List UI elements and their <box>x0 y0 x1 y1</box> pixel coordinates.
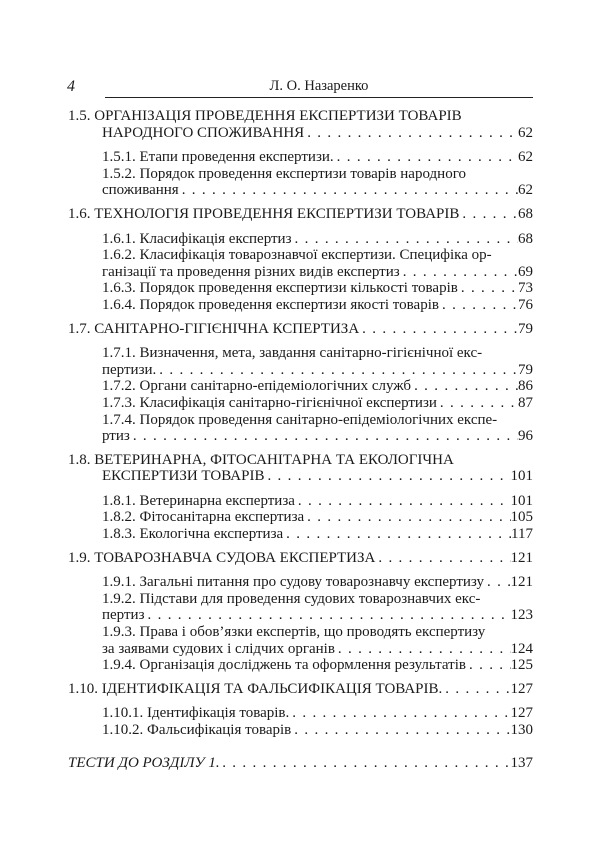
dot-leader <box>156 362 518 379</box>
toc-entry-line <box>68 125 533 142</box>
toc-subsections <box>68 231 533 314</box>
toc-entry-line <box>68 657 533 674</box>
toc-entry-line <box>68 452 533 469</box>
toc-subsection[interactable] <box>68 509 533 526</box>
section-title: НАРОДНОГО СПОЖИВАННЯ <box>102 124 305 141</box>
toc-subsection[interactable] <box>68 345 533 378</box>
subsection-number: 1.6.1. <box>102 230 136 247</box>
subsection-title: Класифікація експертиз <box>139 230 292 247</box>
dot-leader <box>291 722 510 739</box>
page-ref: 130 <box>510 722 533 738</box>
subsection-title: Фітосанітарна експертиза <box>139 509 305 526</box>
page-ref: 121 <box>510 574 533 591</box>
subsection-title: Порядок проведення експертизи товарів народного <box>139 165 466 182</box>
dot-leader <box>130 428 518 445</box>
page-ref: 123 <box>510 607 533 624</box>
toc-entry-line <box>68 624 533 641</box>
subsection-number: 1.6.3. <box>102 280 136 297</box>
table-of-contents <box>68 108 533 771</box>
toc-entry-line <box>68 428 533 445</box>
subsection-title: за заявами судових і слідчих органів <box>102 640 335 657</box>
toc-entry-line <box>68 705 533 722</box>
section-number: 1.5. <box>68 108 91 124</box>
toc-section[interactable] <box>68 452 533 543</box>
page-ref: 121 <box>510 549 533 566</box>
toc-subsection[interactable] <box>68 574 533 591</box>
subsection-number: 1.8.3. <box>102 526 136 543</box>
dot-leader <box>283 526 511 543</box>
section-title: ВЕТЕРИНАРНА, ФІТОСАНІТАРНА ТА ЕКОЛОГІЧНА <box>94 451 454 468</box>
page-ref: 73 <box>518 280 533 297</box>
toc-entry-line <box>68 182 533 199</box>
toc-entry-line <box>68 526 533 543</box>
toc-entry-line <box>68 231 533 248</box>
toc-entry-line <box>68 321 533 338</box>
toc-subsection[interactable] <box>68 378 533 395</box>
section-number: 1.6. <box>68 205 91 222</box>
toc-subsection[interactable] <box>68 395 533 412</box>
subsection-number: 1.6.2. <box>102 247 136 264</box>
toc-subsection[interactable] <box>68 624 533 657</box>
section-number: 1.9. <box>68 549 91 566</box>
toc-entry-line <box>68 468 533 485</box>
toc-entry-line <box>68 297 533 314</box>
page-ref: 68 <box>518 230 533 247</box>
subsection-title: Ветеринарна експертиза <box>139 492 295 509</box>
toc-entry-line <box>68 108 533 125</box>
toc-entry-line <box>68 206 533 223</box>
subsection-title: Фальсифікація товарів <box>147 722 292 738</box>
toc-section[interactable] <box>68 108 533 199</box>
toc-entry-line <box>68 264 533 281</box>
toc-entry-line <box>68 755 533 772</box>
dot-leader <box>442 681 510 698</box>
toc-entry-line <box>68 681 533 698</box>
subsection-title: Порядок проведення експертизи кількості товарів <box>139 280 458 297</box>
dot-leader <box>437 395 518 412</box>
toc-entry-line <box>68 247 533 264</box>
page-ref: 105 <box>510 509 533 526</box>
dot-leader <box>334 149 518 166</box>
subsection-number: 1.8.1. <box>102 492 136 509</box>
dot-leader <box>145 607 511 624</box>
subsection-number: 1.5.1. <box>102 149 136 166</box>
page-ref: 76 <box>518 296 533 313</box>
page-ref: 124 <box>510 640 533 657</box>
toc-entry-line <box>68 395 533 412</box>
dot-leader <box>292 231 518 248</box>
subsection-title: споживання <box>102 182 179 199</box>
toc-subsections <box>68 574 533 674</box>
section-title: ЕКСПЕРТИЗИ ТОВАРІВ <box>102 468 265 485</box>
subsection-title: Права і обов’язки експертів, що проводять експертизу <box>139 624 486 641</box>
dot-leader <box>304 509 510 526</box>
subsection-title: ганізації та проведення різних видів експертиз <box>102 263 400 280</box>
dot-leader <box>400 264 518 281</box>
dot-leader <box>359 321 518 338</box>
page-ref: 86 <box>518 378 533 395</box>
dot-leader <box>375 550 510 567</box>
dot-leader <box>295 493 511 510</box>
toc-entry-line <box>68 166 533 183</box>
page-ref: 101 <box>510 468 533 485</box>
section-title: ОРГАНІЗАЦІЯ ПРОВЕДЕННЯ ЕКСПЕРТИЗИ ТОВАРІВ <box>94 108 462 124</box>
subsection-number: 1.5.2. <box>102 165 136 182</box>
toc-subsection[interactable] <box>68 297 533 314</box>
toc-entry-line <box>68 280 533 297</box>
page-ref: 79 <box>518 361 533 378</box>
toc-entry-line <box>68 591 533 608</box>
subsection-number: 1.10.1. <box>102 705 144 722</box>
toc-entry-line <box>68 509 533 526</box>
toc-entry-line <box>68 574 533 591</box>
dot-leader <box>220 755 511 772</box>
page-ref: 62 <box>518 124 533 141</box>
section-number: 1.8. <box>68 451 91 468</box>
subsection-number: 1.6.4. <box>102 296 136 313</box>
toc-entry-line <box>68 641 533 658</box>
tests-title: ТЕСТИ ДО РОЗДІЛУ 1. <box>68 754 220 771</box>
toc-subsections <box>68 149 533 199</box>
subsection-number: 1.9.3. <box>102 624 136 641</box>
toc-subsection[interactable] <box>68 280 533 297</box>
dot-leader <box>458 280 518 297</box>
page-ref: 101 <box>510 492 533 509</box>
dot-leader <box>439 297 518 314</box>
page-ref: 87 <box>518 394 533 411</box>
toc-subsection[interactable] <box>68 526 533 543</box>
subsection-number: 1.10.2. <box>102 722 144 738</box>
subsection-title: Підстави для проведення судових товарознавчих екс- <box>139 590 481 607</box>
page-ref: 68 <box>518 205 533 222</box>
page-ref: 125 <box>510 657 533 674</box>
dot-leader <box>459 206 518 223</box>
toc-subsection[interactable] <box>68 591 533 624</box>
page-ref: 79 <box>518 320 533 337</box>
section-title: ІДЕНТИФІКАЦІЯ ТА ФАЛЬСИФІКАЦІЯ ТОВАРІВ. <box>101 680 443 697</box>
toc-entry-line <box>68 378 533 395</box>
toc-subsections <box>68 705 533 738</box>
subsection-title: Загальні питання про судову товарознавчу експертизу <box>139 574 485 591</box>
subsection-title: Класифікація санітарно-гігієнічної експертизи <box>139 394 437 411</box>
subsection-number: 1.9.1. <box>102 574 136 591</box>
subsection-title: Ідентифікація товарів. <box>147 705 290 722</box>
toc-subsection[interactable] <box>68 493 533 510</box>
section-number: 1.7. <box>68 320 91 337</box>
page-ref: 127 <box>510 705 533 722</box>
subsection-title: Етапи проведення експертизи. <box>139 149 334 166</box>
subsection-title: пертизи. <box>102 361 157 378</box>
page-ref: 96 <box>518 428 533 445</box>
dot-leader <box>264 468 510 485</box>
toc-subsection[interactable] <box>68 705 533 722</box>
toc-entry-line <box>68 493 533 510</box>
subsection-title: пертиз <box>102 607 145 624</box>
toc-subsection[interactable] <box>68 657 533 674</box>
toc-subsection[interactable] <box>68 166 533 199</box>
section-title: САНІТАРНО-ГІГІЄНІЧНА КСПЕРТИЗА <box>94 320 360 337</box>
dot-leader <box>484 574 510 591</box>
subsection-number: 1.7.3. <box>102 394 136 411</box>
toc-entry-line <box>68 722 533 739</box>
page-number: 4 <box>67 78 75 95</box>
toc-tests[interactable] <box>68 755 533 772</box>
subsection-title: Порядок проведення санітарно-епідеміологічних експе- <box>139 411 498 428</box>
subsection-title: Визначення, мета, завдання санітарно-гігієнічної екс- <box>139 345 483 362</box>
toc-section[interactable] <box>68 206 533 314</box>
subsection-title: Екологічна експертиза <box>139 526 284 543</box>
subsection-number: 1.9.4. <box>102 657 136 674</box>
toc-subsection[interactable] <box>68 231 533 248</box>
section-title: ТОВАРОЗНАВЧА СУДОВА ЕКСПЕРТИЗА <box>94 549 376 566</box>
toc-entry-line <box>68 412 533 429</box>
subsection-number: 1.7.4. <box>102 411 136 428</box>
subsection-title: Органи санітарно-епідеміологічних служб <box>139 378 412 395</box>
dot-leader <box>335 641 511 658</box>
toc-entry-line <box>68 550 533 567</box>
toc-subsection[interactable] <box>68 247 533 280</box>
toc-section[interactable] <box>68 681 533 739</box>
toc-section[interactable] <box>68 321 533 445</box>
dot-leader <box>179 182 518 199</box>
page-ref: 137 <box>510 754 533 771</box>
toc-subsection[interactable] <box>68 149 533 166</box>
dot-leader <box>304 125 518 142</box>
toc-entry-line <box>68 345 533 362</box>
toc-entry-line <box>68 607 533 624</box>
page-ref: 127 <box>510 680 533 697</box>
page-ref: 69 <box>518 263 533 280</box>
section-number: 1.10. <box>68 680 98 697</box>
toc-section[interactable] <box>68 550 533 674</box>
subsection-number: 1.9.2. <box>102 590 136 607</box>
subsection-title: Порядок проведення експертизи якості товарів <box>139 296 439 313</box>
subsection-number: 1.7.2. <box>102 378 136 395</box>
dot-leader <box>289 705 510 722</box>
section-title: ТЕХНОЛОГІЯ ПРОВЕДЕННЯ ЕКСПЕРТИЗИ ТОВАРІВ <box>94 205 460 222</box>
header-rule <box>105 97 533 98</box>
subsection-title: ртиз <box>102 428 130 445</box>
dot-leader <box>411 378 518 395</box>
toc-subsection[interactable] <box>68 722 533 739</box>
subsection-number: 1.8.2. <box>102 509 136 526</box>
toc-subsections <box>68 493 533 543</box>
page-ref: 62 <box>518 149 533 166</box>
toc-entry-line <box>68 149 533 166</box>
subsection-number: 1.7.1. <box>102 345 136 362</box>
subsection-title: Класифікація товарознавчої експертизи. Специфіка ор- <box>139 247 492 264</box>
toc-entry-line <box>68 362 533 379</box>
toc-subsections <box>68 345 533 445</box>
toc-subsection[interactable] <box>68 412 533 445</box>
running-header-author: Л. О. Назаренко <box>269 78 369 94</box>
page-ref: 117 <box>511 526 533 543</box>
dot-leader <box>466 657 511 674</box>
subsection-title: Організація досліджень та оформлення результатів <box>139 657 466 674</box>
page-ref: 62 <box>518 182 533 199</box>
